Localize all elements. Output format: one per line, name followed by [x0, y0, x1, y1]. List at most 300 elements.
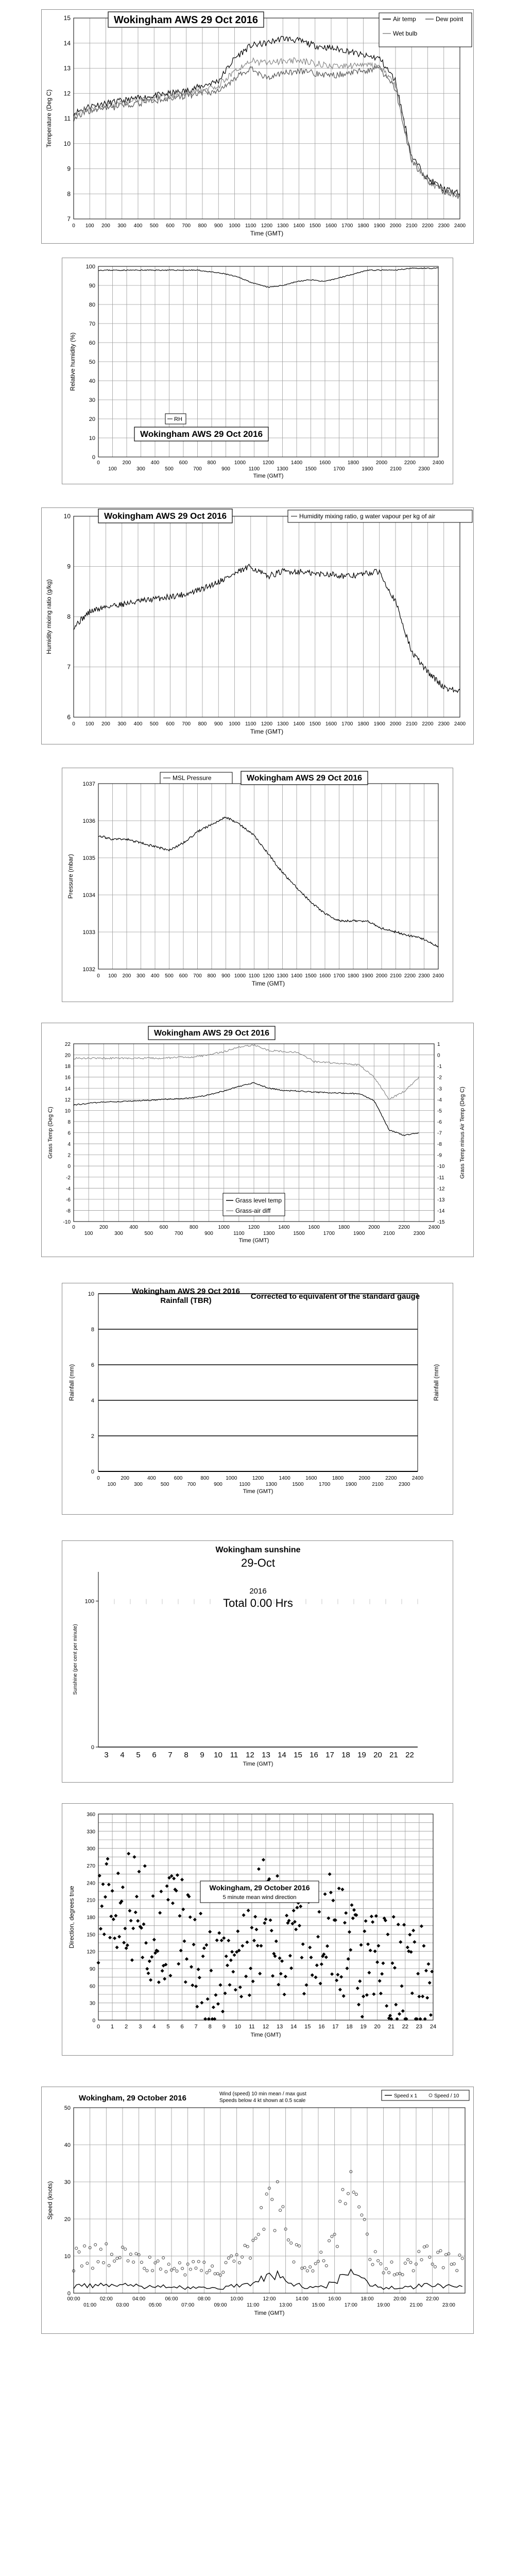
- x-tick-label: 1300: [277, 973, 288, 979]
- x-tick-label: 03:00: [116, 2302, 129, 2308]
- x-tick-label: 3: [139, 2024, 142, 2030]
- chart-panel-humidity: [62, 258, 453, 484]
- x-axis-label: Time (GMT): [250, 2032, 281, 2038]
- mixing-ratio-chart: [42, 508, 474, 745]
- x-tick-label: 900: [221, 973, 230, 979]
- x-tick-label: 2100: [406, 223, 418, 229]
- chart-note-1: Wind (speed) 10 min mean / max gust: [219, 2091, 306, 2097]
- x-tick-label: 1800: [338, 1225, 350, 1230]
- wind-direction-point: [99, 1927, 102, 1930]
- wind-direction-point: [294, 1927, 298, 1931]
- y-tick-label: 20: [64, 1053, 71, 1059]
- x-tick-label: 100: [108, 973, 117, 979]
- x-tick-label: 0: [72, 1225, 75, 1230]
- x-tick-label: 1200: [262, 460, 274, 466]
- x-tick-label: 1500: [305, 466, 317, 472]
- wind-direction-point: [371, 1920, 374, 1924]
- legend-entry: Dew point: [436, 15, 464, 23]
- wind-gust-point: [418, 2250, 420, 2253]
- x-tick-label: 600: [174, 1476, 183, 1481]
- y-tick-label: 15: [63, 14, 71, 22]
- x-tick-label: 20: [374, 2024, 381, 2030]
- wind-gust-point: [184, 2274, 186, 2276]
- wind-direction-point: [270, 1929, 273, 1933]
- wind-gust-point: [208, 2269, 211, 2272]
- wind-direction-point: [317, 1910, 321, 1913]
- x-tick-label: 01:00: [83, 2302, 97, 2308]
- wind-gust-point: [434, 2265, 436, 2268]
- wind-gust-point: [118, 2257, 121, 2259]
- wind-gust-point: [135, 2252, 138, 2255]
- x-tick-label: 700: [174, 1231, 183, 1236]
- wind-direction-point: [345, 1967, 349, 1970]
- wind-gust-point: [233, 2260, 235, 2262]
- y2-tick-label: 0: [437, 1053, 440, 1059]
- y2-tick-label: -14: [437, 1208, 445, 1214]
- wind-gust-point: [140, 2261, 143, 2264]
- wind-direction-point: [252, 1939, 256, 1942]
- x-tick-label: 17: [332, 2024, 339, 2030]
- wind-direction-point: [429, 2013, 433, 2017]
- y-tick-label: -10: [63, 1219, 71, 1225]
- y-tick-label: 2: [67, 1153, 71, 1159]
- wind-direction-point: [239, 1995, 243, 1998]
- x-tick-label: 1400: [290, 973, 303, 979]
- wind-gust-point: [363, 2218, 366, 2221]
- wind-gust-point: [181, 2267, 184, 2270]
- wind-direction-point: [274, 1939, 278, 1943]
- wind-gust-point: [244, 2244, 246, 2247]
- x-tick-label: 1500: [293, 1231, 305, 1236]
- x-tick-label: 11: [249, 2024, 255, 2030]
- wind-direction-point: [104, 1895, 107, 1899]
- wind-direction-point: [262, 1858, 265, 1861]
- wind-gust-point: [165, 2270, 167, 2273]
- x-tick-label: 12: [262, 2024, 269, 2030]
- x-tick-label: 14:00: [295, 2296, 308, 2302]
- x-tick-label: 300: [117, 223, 127, 229]
- wind-direction-point: [113, 1937, 116, 1940]
- wind-gust-point: [97, 2261, 99, 2263]
- wind-direction-point: [283, 1993, 286, 1996]
- y-tick-label: 10: [64, 2253, 71, 2260]
- x-tick-label: 700: [187, 1482, 196, 1487]
- y-tick-label: 240: [87, 1880, 95, 1887]
- x-tick-label: 800: [198, 223, 207, 229]
- y-tick-label: 4: [67, 1142, 71, 1148]
- y2-tick-label: -12: [437, 1186, 445, 1192]
- y-tick-label: 100: [84, 1598, 94, 1605]
- wind-speed-chart: [42, 2087, 474, 2334]
- x-tick-label: 1200: [248, 1225, 260, 1230]
- y-tick-label: 30: [89, 2001, 95, 2007]
- x-tick-label: 400: [129, 1225, 139, 1230]
- wind-direction-point: [111, 1889, 114, 1893]
- x-tick-label: 700: [182, 223, 191, 229]
- y-tick-label: 10: [63, 140, 71, 147]
- x-tick-label: 20: [373, 1751, 382, 1759]
- y-axis-label: Temperature (Deg C): [45, 89, 53, 148]
- x-tick-label: 9: [200, 1751, 204, 1759]
- chart-note: Corrected to equivalent of the standard gauge: [250, 1292, 420, 1301]
- x-tick-label: 100: [85, 721, 94, 727]
- wind-direction-point: [147, 1972, 150, 1975]
- x-tick-label: 12:00: [263, 2296, 276, 2302]
- wind-direction-point: [105, 1862, 108, 1866]
- x-tick-label: 1900: [373, 721, 385, 727]
- chart-panel-mixing-ratio: [41, 507, 474, 744]
- wind-direction-point: [316, 1935, 320, 1939]
- wind-direction-point: [253, 1915, 257, 1919]
- x-tick-label: 1900: [362, 973, 373, 979]
- x-tick-label: 800: [189, 1225, 198, 1230]
- x-tick-label: 1900: [373, 223, 385, 229]
- x-tick-label: 0: [97, 973, 100, 979]
- wind-gust-point: [328, 2240, 331, 2242]
- wind-gust-point: [407, 2258, 409, 2261]
- wind-direction-point: [134, 1910, 138, 1914]
- y-tick-label: 12: [63, 90, 71, 97]
- wind-direction-point: [171, 1902, 175, 1905]
- x-tick-label: 1200: [261, 721, 273, 727]
- wind-direction-point: [194, 1985, 198, 1988]
- x-tick-label: 1400: [293, 721, 305, 727]
- wind-gust-point: [437, 2251, 439, 2253]
- wind-gust-point: [151, 2269, 154, 2272]
- x-tick-label: 19: [357, 1751, 366, 1759]
- y-tick-label: 210: [87, 1897, 95, 1904]
- wind-gust-point: [420, 2259, 423, 2261]
- wind-gust-point: [369, 2258, 371, 2261]
- wind-direction-point: [428, 1981, 432, 1985]
- y-tick-label: 40: [64, 2142, 71, 2148]
- wind-gust-point: [265, 2193, 268, 2195]
- wind-direction-point: [199, 1912, 202, 1916]
- wind-direction-point: [367, 1971, 371, 1974]
- wind-gust-point: [442, 2266, 444, 2269]
- wind-direction-point: [298, 1924, 301, 1927]
- wind-direction-point: [102, 1933, 106, 1936]
- wind-direction-point: [225, 1955, 228, 1958]
- wind-direction-point: [394, 2003, 398, 2006]
- wind-direction-point: [372, 1992, 375, 1996]
- wind-gust-point: [273, 2229, 276, 2232]
- legend-entry: Speed x 1: [394, 2093, 418, 2099]
- wind-direction-point: [132, 1855, 136, 1859]
- wind-direction-point: [258, 1972, 262, 1975]
- y-tick-label: 10: [88, 1291, 94, 1297]
- temperature-chart: [42, 10, 474, 244]
- x-tick-label: 400: [150, 460, 160, 466]
- wind-gust-point: [409, 2261, 412, 2264]
- y-tick-label: 10: [63, 513, 71, 520]
- x-tick-label: 07:00: [181, 2302, 195, 2308]
- x-tick-label: 1600: [325, 721, 337, 727]
- x-tick-label: 15:00: [312, 2302, 325, 2308]
- y-axis-label: Humidity mixing ratio (g/kg): [45, 579, 53, 654]
- x-tick-label: 2400: [432, 460, 444, 466]
- wind-gust-point: [216, 2273, 219, 2275]
- x-tick-label: 8: [208, 2024, 212, 2030]
- wind-direction-point: [424, 1969, 428, 1972]
- wind-direction-point: [127, 1852, 130, 1855]
- x-tick-label: 300: [134, 1482, 143, 1487]
- x-tick-label: 1800: [332, 1476, 344, 1481]
- wind-gust-point: [371, 2263, 374, 2266]
- wind-direction-point: [100, 1904, 104, 1908]
- y-tick-label: -8: [66, 1208, 71, 1214]
- wind-gust-point: [86, 2262, 89, 2265]
- wind-direction-point: [264, 1918, 267, 1921]
- legend-entry: Humidity mixing ratio, g water vapour per kg of air: [299, 513, 436, 520]
- wind-gust-point: [129, 2253, 132, 2256]
- x-tick-label: 1200: [252, 1476, 264, 1481]
- wind-direction-point: [212, 2006, 215, 2009]
- wind-direction-point: [348, 1930, 351, 1934]
- x-tick-label: 19:00: [377, 2302, 390, 2308]
- y2-tick-label: -2: [437, 1075, 442, 1081]
- pressure-chart: [62, 768, 454, 1003]
- x-tick-label: 0: [96, 2024, 100, 2030]
- wind-direction-point: [242, 1913, 246, 1917]
- wind-gust-point: [271, 2198, 273, 2201]
- x-tick-label: 700: [193, 466, 202, 472]
- x-tick-label: 1600: [325, 223, 337, 229]
- wind-direction-point: [116, 1872, 120, 1875]
- x-tick-label: 23: [416, 2024, 423, 2030]
- wind-direction-point: [130, 1958, 134, 1962]
- x-tick-label: 2000: [358, 1476, 370, 1481]
- y-axis-label: Relative humidity (%): [69, 332, 76, 391]
- legend-entry: RH: [174, 416, 182, 422]
- x-tick-label: 06:00: [165, 2296, 178, 2302]
- wind-gust-point: [167, 2263, 170, 2265]
- chart-panel-grass-temp: [41, 1023, 474, 1257]
- x-tick-label: 2200: [404, 460, 416, 466]
- y-tick-label: 90: [89, 1967, 95, 1972]
- wind-gust-point: [282, 2206, 284, 2208]
- wind-gust-point: [75, 2247, 78, 2249]
- x-tick-label: 800: [198, 721, 207, 727]
- x-tick-label: 1100: [248, 466, 260, 472]
- wind-direction-point: [386, 1933, 389, 1936]
- x-tick-label: 17: [325, 1751, 334, 1759]
- wind-direction-point: [378, 1979, 382, 1982]
- wind-direction-point: [185, 1957, 188, 1961]
- wind-direction-point: [192, 1943, 196, 1946]
- wind-direction-point: [135, 1895, 139, 1899]
- wind-gust-point: [132, 2261, 135, 2263]
- wind-direction-point: [311, 1973, 314, 1977]
- annotation-year: 2016: [249, 1587, 267, 1596]
- wind-direction-point: [233, 1953, 236, 1957]
- x-tick-label: 13: [262, 1751, 270, 1759]
- y-tick-label: -6: [66, 1197, 71, 1203]
- wind-direction-point: [152, 1938, 156, 1941]
- chart-title: Wokingham AWS 29 Oct 2016: [131, 1287, 241, 1296]
- wind-direction-point: [257, 1867, 261, 1871]
- wind-direction-point: [227, 1939, 230, 1942]
- x-tick-label: 200: [101, 721, 110, 727]
- y-tick-label: 50: [89, 359, 95, 365]
- x-tick-label: 1300: [277, 721, 289, 727]
- x-tick-label: 2300: [418, 466, 430, 472]
- chart-title: Wokingham AWS 29 Oct 2016: [113, 14, 259, 26]
- x-tick-label: 2000: [389, 223, 402, 229]
- wind-direction-point: [216, 2002, 220, 2006]
- wind-direction-point: [200, 2001, 203, 2005]
- wind-direction-point: [328, 1872, 332, 1876]
- x-tick-label: 2000: [389, 721, 402, 727]
- y-tick-label: 30: [89, 397, 95, 403]
- wind-gust-point: [295, 2244, 298, 2246]
- wind-direction-point: [289, 1967, 293, 1970]
- wind-gust-point: [227, 2257, 230, 2259]
- wind-gust-point: [322, 2260, 325, 2262]
- x-tick-label: 0: [97, 1476, 100, 1481]
- wind-direction-point: [141, 1956, 144, 1959]
- wind-direction-point: [254, 1928, 258, 1931]
- x-tick-label: 1300: [277, 466, 288, 472]
- x-tick-label: 100: [108, 466, 117, 472]
- wind-direction-point: [421, 1995, 424, 1998]
- wind-direction-point: [320, 1962, 323, 1966]
- wind-direction-point: [206, 1997, 210, 2001]
- x-tick-label: 1500: [309, 721, 321, 727]
- y-tick-label: 330: [87, 1829, 95, 1835]
- x-tick-label: 1700: [333, 466, 345, 472]
- y-tick-label: 7: [67, 663, 71, 671]
- wind-gust-point: [412, 2269, 415, 2272]
- x-tick-label: 1400: [278, 1225, 290, 1230]
- y-tick-label: 0: [67, 2291, 71, 2297]
- wind-gust-point: [159, 2268, 162, 2270]
- x-tick-label: 05:00: [148, 2302, 162, 2308]
- x-tick-label: 1700: [319, 1482, 331, 1487]
- wind-gust-point: [214, 2273, 216, 2275]
- wind-direction-point: [338, 1988, 342, 1991]
- wind-gust-point: [238, 2261, 241, 2264]
- wind-direction-point: [359, 1943, 363, 1947]
- x-tick-label: 21: [389, 1751, 398, 1759]
- rainfall-chart: [62, 1283, 454, 1515]
- y-tick-label: 20: [64, 2216, 71, 2223]
- x-tick-label: 1300: [265, 1482, 277, 1487]
- wind-gust-point: [113, 2260, 116, 2262]
- y-tick-label: 6: [91, 1362, 94, 1368]
- wind-direction-point: [144, 1941, 148, 1945]
- wind-gust-point: [162, 2257, 165, 2259]
- x-tick-label: 300: [136, 466, 145, 472]
- x-tick-label: 600: [159, 1225, 168, 1230]
- wind-direction-point: [157, 1980, 161, 1984]
- wind-gust-point: [102, 2261, 105, 2264]
- x-axis-label: Time (GMT): [243, 1761, 273, 1767]
- wind-direction-point: [161, 1969, 164, 1973]
- x-tick-label: 7: [168, 1751, 173, 1759]
- wind-direction-point: [218, 1983, 222, 1987]
- x-tick-label: 19: [360, 2024, 367, 2030]
- wind-direction-point: [106, 1857, 110, 1860]
- wind-direction-point: [276, 1874, 279, 1878]
- x-axis-label: Time (GMT): [250, 728, 284, 735]
- x-tick-label: 1100: [245, 721, 256, 727]
- wind-direction-point: [357, 2003, 360, 2006]
- wind-direction-point: [241, 1944, 244, 1947]
- wind-direction-point: [150, 1955, 153, 1959]
- y2-tick-label: 1: [437, 1042, 440, 1047]
- x-tick-label: 15: [294, 1751, 302, 1759]
- x-tick-label: 2100: [390, 973, 402, 979]
- legend-entry: MSL Pressure: [173, 774, 212, 782]
- wind-direction-point: [315, 1963, 319, 1967]
- x-tick-label: 1600: [319, 460, 331, 466]
- x-tick-label: 13:00: [279, 2302, 293, 2308]
- wind-direction-point: [422, 1944, 425, 1947]
- wind-direction-point: [145, 1967, 149, 1971]
- wind-gust-point: [78, 2250, 80, 2253]
- x-axis-label: Time (GMT): [250, 230, 284, 237]
- x-tick-label: 02:00: [99, 2296, 113, 2302]
- y-tick-label: 10: [64, 1108, 71, 1114]
- x-axis-label: Time (GMT): [243, 1488, 273, 1495]
- wind-gust-point: [314, 2262, 317, 2265]
- y-tick-label: 1032: [82, 967, 95, 973]
- wind-direction-point: [324, 1955, 328, 1959]
- wind-gust-point: [377, 2260, 380, 2262]
- x-tick-label: 900: [221, 466, 230, 472]
- x-tick-label: 22: [405, 1751, 414, 1759]
- wind-gust-point: [254, 2237, 257, 2240]
- y-tick-label: 180: [87, 1915, 95, 1921]
- y-tick-label: 1034: [82, 892, 95, 899]
- wind-direction-point: [284, 1975, 287, 1978]
- wind-direction-point: [314, 1975, 318, 1979]
- wind-direction-point: [190, 1965, 193, 1969]
- wind-gust-point: [124, 2248, 127, 2250]
- x-axis-label: Time (GMT): [254, 2310, 285, 2316]
- x-tick-label: 1800: [357, 721, 369, 727]
- x-axis-label: Time (GMT): [251, 980, 285, 987]
- x-tick-label: 300: [136, 973, 145, 979]
- x-tick-label: 14: [278, 1751, 286, 1759]
- x-tick-label: 1: [111, 2024, 114, 2030]
- wind-direction-point: [131, 1926, 135, 1930]
- wind-direction-point: [350, 1903, 353, 1907]
- x-tick-label: 100: [84, 1231, 93, 1236]
- wind-gust-point: [456, 2269, 458, 2272]
- wind-direction-point: [222, 1936, 226, 1940]
- wind-gust-point: [287, 2239, 289, 2241]
- x-tick-label: 2300: [413, 1231, 425, 1236]
- wind-direction-point: [336, 1973, 339, 1976]
- wind-direction-point: [166, 1898, 170, 1902]
- x-tick-label: 12: [246, 1751, 254, 1759]
- wind-direction-point: [226, 1963, 229, 1967]
- x-tick-label: 2300: [438, 721, 450, 727]
- chart-title: Wokingham, 29 October 2016: [79, 2094, 186, 2103]
- wind-gust-point: [344, 2202, 347, 2205]
- x-tick-label: 1200: [262, 973, 274, 979]
- wind-direction-point: [356, 1987, 359, 1990]
- wind-direction-point: [400, 1984, 404, 1988]
- wind-gust-point: [279, 2209, 282, 2212]
- wind-direction-point: [380, 1972, 384, 1976]
- wind-direction-point: [268, 1918, 272, 1922]
- wind-gust-point: [249, 2257, 252, 2259]
- wind-direction-point: [343, 1921, 347, 1924]
- grass-temp-series-line: [74, 1082, 419, 1136]
